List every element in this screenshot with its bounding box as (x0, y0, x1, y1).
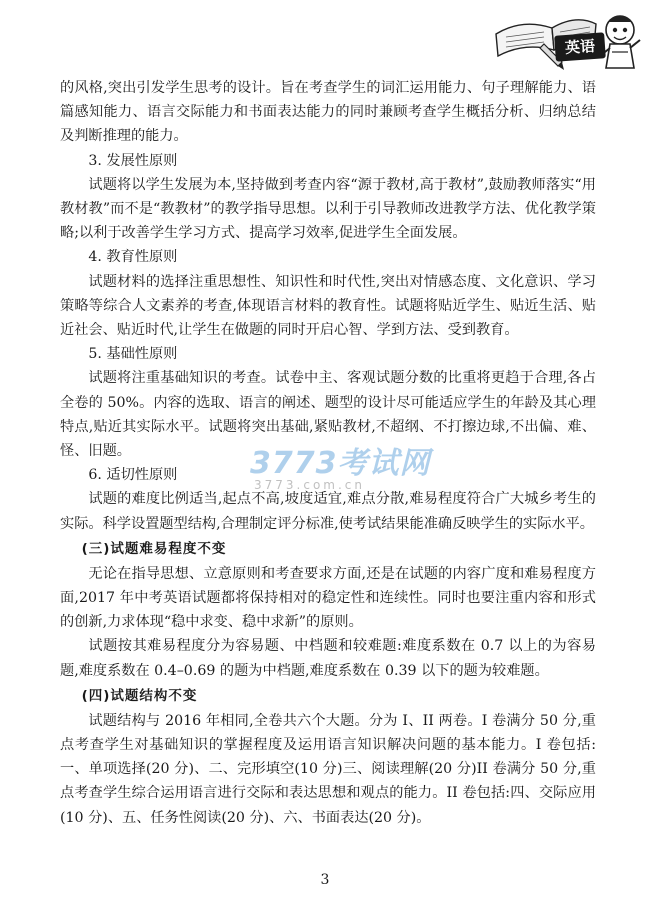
paragraph: 的风格,突出引发学生思考的设计。旨在考查学生的词汇运用能力、句子理解能力、语篇感知能力、语言交际能力和书面表达能力的同时兼顾考查学生概括分析、归纳总结及判断推理的能力。 (60, 80, 596, 145)
paragraph: 试题结构与 2016 年相同,全卷共六个大题。分为 I、II 两卷。I 卷满分 50 分,重点考查学生对基础知识的掌握程度及运用语言知识解决问题的基本能力。I 卷包括:一、单项选择(20 分)、二、完形填空(10 分)三、阅读理解(20 分)II 卷满分 50 分,重点考查学生综合运用语言进行交际和表达思想和观点的能力。II 卷包括:四、交际应用(10 分)、五、任务性阅读(20 分)、六、书面表达(20 分)。 (60, 712, 596, 826)
paragraph: 无论在指导思想、立意原则和考查要求方面,还是在试题的内容广度和难易程度方面,2017 年中考英语试题都将保持相对的稳定性和连续性。同时也要注重内容和形式的创新,力求体现“稳中求变、稳中求新”的原则。 (60, 565, 596, 631)
principle-heading: 6. 适切性原则 (88, 467, 178, 484)
page-number: 3 (320, 872, 330, 888)
paragraph: 试题的难度比例适当,起点不高,坡度适宜,难点分散,难易程度符合广大城乡考生的实际。科学设置题型结构,合理制定评分标准,使考试结果能准确反映学生的实际水平。 (60, 491, 596, 532)
paragraph: 试题按其难易程度分为容易题、中档题和较难题:难度系数在 0.7 以上的为容易题,难度系数在 0.4–0.69 的题为中档题,难度系数在 0.39 以下的题为较难题。 (60, 638, 596, 679)
document-body (60, 76, 596, 830)
subject-badge: 英语 (554, 32, 606, 61)
principle-heading: 4. 教育性原则 (88, 249, 178, 266)
paragraph: 试题将注重基础知识的考查。试卷中主、客观试题分数的比重将更趋于合理,各占全卷的 50%。内容的选取、语言的阐述、题型的设计尽可能适应学生的年龄及其心理特点,贴近其实际水平。试题将突出基础,紧贴教材,不超纲、不打擦边球,不出偏、难、怪、旧题。 (60, 370, 596, 460)
principle-heading: 3. 发展性原则 (88, 152, 178, 169)
section-heading: (三)试题难易程度不变 (81, 540, 227, 557)
section-heading: (四)试题结构不变 (81, 687, 198, 704)
paragraph: 试题将以学生发展为本,坚持做到考查内容“源于教材,高于教材”,鼓励教师落实“用教材教”而不是“教教材”的教学指导思想。以利于引导教师改进教学方法、优化教学策略;以利于改善学生学习方式、提高学习效率,促进学生全面发展。 (60, 176, 596, 242)
watermark-url: 3773.com.cn (254, 478, 365, 492)
principle-heading: 5. 基础性原则 (88, 346, 178, 363)
paragraph: 试题材料的选择注重思想性、知识性和时代性,突出对情感态度、文化意识、学习策略等综合人文素养的考查,体现语言材料的教育性。试题将贴近学生、贴近生活、贴近社会、贴近时代,让学生在做题的同时开启心智、学到方法、受到教育。 (60, 273, 596, 339)
watermark-main: 3773考试网 (250, 446, 431, 481)
header-illustration (492, 4, 642, 78)
